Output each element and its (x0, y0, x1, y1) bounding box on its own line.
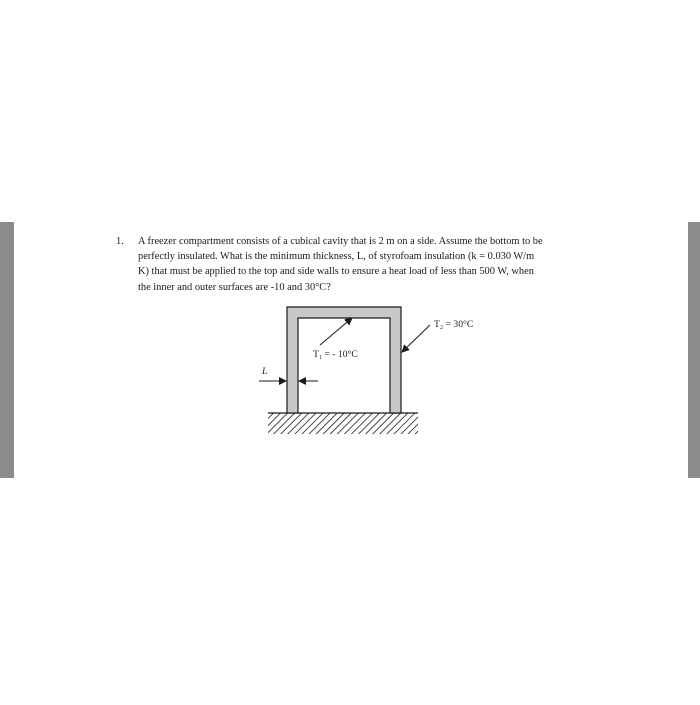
problem-line-1: A freezer compartment consists of a cubical cavity that is 2 m on a side. Assume the bottom to be (138, 236, 543, 247)
ground-hatch (268, 413, 418, 434)
t2-arrow (402, 325, 430, 352)
insulation-wall (287, 307, 401, 413)
problem-line-4: the inner and outer surfaces are -10 and 30°C? (138, 281, 331, 293)
problem-number: 1. (116, 236, 124, 247)
t1-arrow (320, 318, 352, 345)
t1-label: T₁ = - 10°C (313, 349, 358, 360)
l-label: L (262, 366, 268, 377)
t2-label: T₂ = 30°C (434, 319, 474, 330)
problem-line-3: K) that must be applied to the top and side walls to ensure a heat load of less than 500 W, when (138, 266, 534, 278)
problem-line-2: perfectly insulated. What is the minimum thickness, L, of styrofoam insulation (k = 0.030 W/m (138, 251, 535, 263)
